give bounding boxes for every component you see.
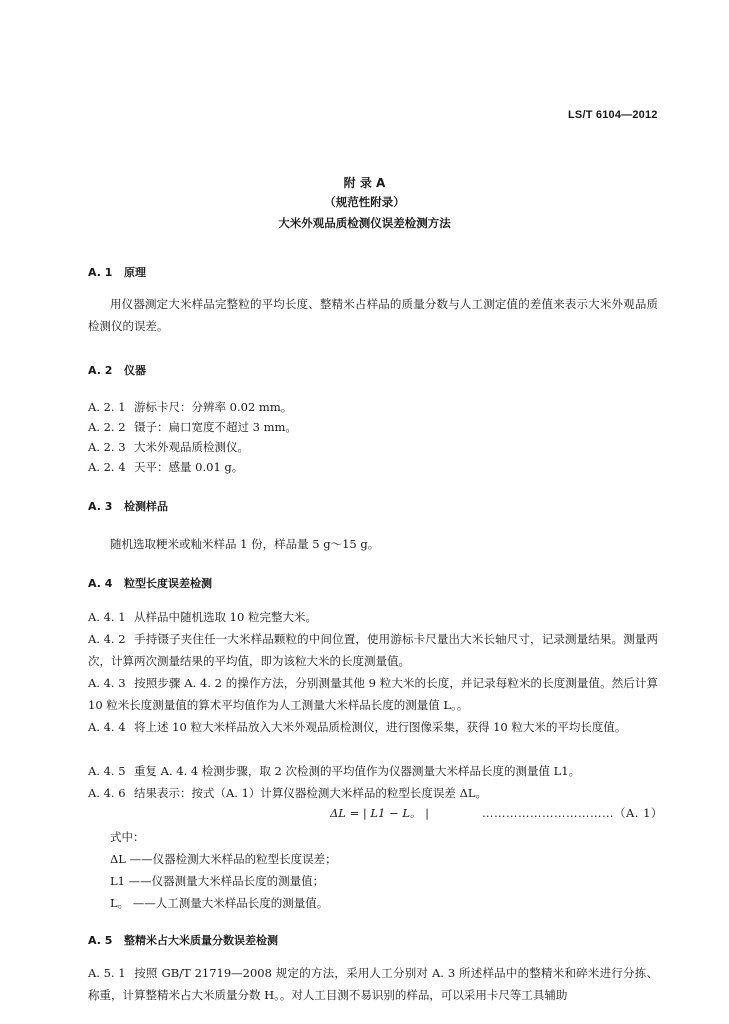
- annex-normative-label: （规范性附录）: [324, 195, 405, 209]
- item-a4-3: [88, 672, 658, 716]
- item-number: A. 2. 3: [88, 440, 126, 454]
- section-title: 原理: [124, 266, 146, 279]
- item-a2-4: [88, 459, 243, 475]
- formula-a1: ΔL = | L1 − L。 |: [330, 806, 429, 820]
- item-a5-1: [88, 962, 658, 1006]
- item-number: A. 2. 1: [88, 400, 126, 414]
- where-label: 式中：: [110, 830, 145, 844]
- item-number: A. 4. 3: [88, 676, 126, 690]
- section-number: A. 5: [88, 934, 113, 947]
- item-text: 大米外观品质检测仪。: [134, 440, 249, 454]
- section-title: 仪器: [124, 364, 146, 377]
- item-a4-4: [88, 716, 658, 738]
- section-a4-heading: [88, 575, 212, 591]
- section-a2-heading: [88, 362, 146, 378]
- annex-label: 附 录 A: [343, 176, 386, 190]
- item-text: 按照 GB/T 21719—2008 规定的方法，采用人工分别对 A. 3 所述样品中的整精米和碎米进行分拣、称重，计算整精米占大米质量分数 H。。对人工目测不易识别的样品，可以采用卡尺等工具辅助: [88, 966, 658, 1002]
- item-a4-5: [88, 760, 658, 782]
- item-text: 将上述 10 粒大米样品放入大米外观品质检测仪，进行图像采集，获得 10 粒大米的平均长度值。: [134, 720, 627, 734]
- item-number: A. 4. 6: [88, 786, 126, 800]
- item-a2-1: [88, 399, 292, 415]
- item-number: A. 4. 4: [88, 720, 126, 734]
- section-a3-text: 随机选取粳米或籼米样品 1 份，样品量 5 g～15 g。: [110, 537, 380, 551]
- item-a2-3: [88, 439, 249, 455]
- item-text: 重复 A. 4. 4 检测步骤，取 2 次检测的平均值作为仪器测量大米样品长度的测量值 L1。: [134, 764, 581, 778]
- item-number: A. 4. 5: [88, 764, 126, 778]
- section-number: A. 3: [88, 500, 113, 513]
- section-number: A. 4: [88, 577, 113, 590]
- item-text: 天平：感量 0.01 g。: [134, 460, 244, 474]
- definition-delta-l: ΔL ——仪器检测大米样品的粒型长度误差；: [110, 852, 337, 866]
- item-number: A. 5. 1: [88, 966, 126, 980]
- section-number: A. 2: [88, 364, 113, 377]
- section-title: 整精米占大米质量分数误差检测: [124, 934, 278, 947]
- item-text: 从样品中随机选取 10 粒完整大米。: [134, 610, 317, 624]
- document-code: LS/T 6104—2012: [568, 109, 658, 121]
- definition-l0: L。 ——人工测量大米样品长度的测量值。: [110, 896, 329, 910]
- item-a4-6: [88, 782, 658, 804]
- section-a1-text: 用仪器测定大米样品完整粒的平均长度、整精米占样品的质量分数与人工测定值的差值来表示大米外观品质检测仪的误差。: [88, 297, 658, 333]
- section-number: A. 1: [88, 266, 113, 279]
- section-title: 粒型长度误差检测: [124, 577, 212, 590]
- item-a4-2: [88, 628, 658, 672]
- item-number: A. 4. 2: [88, 632, 126, 646]
- item-a2-2: [88, 419, 297, 435]
- section-a3-heading: [88, 498, 168, 514]
- section-a5-heading: [88, 932, 278, 948]
- item-number: A. 2. 2: [88, 420, 126, 434]
- item-number: A. 4. 1: [88, 610, 126, 624]
- item-text: 镊子：扁口宽度不超过 3 mm。: [134, 420, 297, 434]
- formula-number: ……………………………（A. 1）: [482, 806, 663, 820]
- item-number: A. 2. 4: [88, 460, 126, 474]
- item-text: 按照步骤 A. 4. 2 的操作方法，分别测量其他 9 粒大米的长度，并记录每粒米的长度测量值。然后计算 10 粒米长度测量值的算术平均值作为人工测量大米样品长度的测量值 L。。: [88, 676, 658, 712]
- annex-title: 大米外观品质检测仪误差检测方法: [278, 216, 451, 230]
- item-text: 结果表示：按式（A. 1）计算仪器检测大米样品的粒型长度误差 ΔL。: [134, 786, 488, 800]
- item-text: 手持镊子夹住任一大米样品颗粒的中间位置，使用游标卡尺量出大米长轴尺寸，记录测量结果。测量两次，计算两次测量结果的平均值，即为该粒大米的长度测量值。: [88, 632, 658, 668]
- section-a1-heading: [88, 264, 146, 280]
- item-text: 游标卡尺：分辨率 0.02 mm。: [134, 400, 293, 414]
- section-title: 检测样品: [124, 500, 168, 513]
- definition-l1: L1 ——仪器测量大米样品长度的测量值；: [110, 874, 325, 888]
- item-a4-1: [88, 606, 658, 628]
